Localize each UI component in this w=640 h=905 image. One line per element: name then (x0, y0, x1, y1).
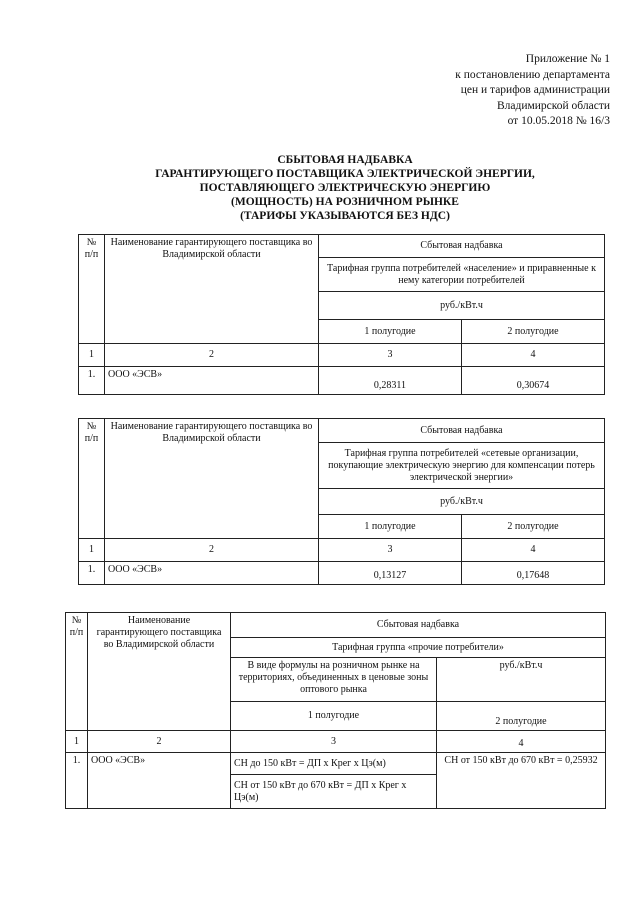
index-cell: 2 (105, 539, 319, 562)
index-cell: 4 (462, 344, 605, 367)
appendix-line: цен и тарифов администрации (460, 84, 610, 96)
half2-label: 2 полугодие (462, 320, 605, 344)
value-half2: 0,30674 (462, 367, 605, 395)
half1-label: 1 полугодие (319, 320, 462, 344)
tariff-group-label: Тарифная группа потребителей «население» и приравненные к нему категории потребителей (319, 258, 605, 292)
tariff-table-other (65, 612, 606, 809)
appendix-line: Приложение № 1 (525, 53, 610, 65)
col-header-name: Наименование гарантирующего поставщика во Владимирской области (105, 235, 319, 344)
unit-label: руб./кВт.ч (319, 292, 605, 320)
tariff-group-label: Тарифная группа «прочие потребители» (231, 638, 606, 658)
index-cell: 1 (79, 539, 105, 562)
unit-label: руб./кВт.ч (319, 489, 605, 515)
half1-label: 1 полугодие (231, 702, 437, 731)
title-line: СБЫТОВАЯ НАДБАВКА (277, 154, 413, 166)
appendix-block (400, 52, 610, 130)
value-half1: 0,28311 (319, 367, 462, 395)
index-cell: 3 (231, 731, 437, 753)
col-header-name: Наименование гарантирующего поставщика во Владимирской области (105, 419, 319, 539)
table-row (79, 562, 605, 585)
supplier-name: ООО «ЭСВ» (105, 562, 319, 585)
title-line: ГАРАНТИРУЮЩЕГО ПОСТАВЩИКА ЭЛЕКТРИЧЕСКОЙ ЭНЕРГИИ, (155, 168, 535, 180)
tariff-group-label: Тарифная группа потребителей «сетевые организации, покупающие электрическую энергию для компенсации потерь электрической энергии» (319, 443, 605, 489)
title-line: ПОСТАВЛЯЮЩЕГО ЭЛЕКТРИЧЕСКУЮ ЭНЕРГИЮ (199, 182, 491, 194)
index-cell: 2 (105, 344, 319, 367)
index-cell: 4 (462, 539, 605, 562)
appendix-line: к постановлению департамента (455, 68, 610, 81)
row-num: 1. (79, 367, 105, 395)
formula-up-to-150: СН до 150 кВт = ДП х Крег х Цэ(м) (231, 753, 437, 775)
supplier-name: ООО «ЭСВ» (105, 367, 319, 395)
index-cell: 4 (437, 731, 606, 753)
unit-label: руб./кВт.ч (437, 658, 606, 702)
title-line: (МОЩНОСТЬ) НА РОЗНИЧНОМ РЫНКЕ (231, 196, 459, 208)
appendix-line: Владимирской области (496, 99, 610, 112)
table-row (66, 753, 606, 775)
value-half1: 0,13127 (319, 562, 462, 585)
half1-label: 1 полугодие (319, 515, 462, 539)
document-title (100, 153, 590, 223)
index-cell: 2 (88, 731, 231, 753)
col-header-markup: Сбытовая надбавка (231, 613, 606, 638)
title-line: (ТАРИФЫ УКАЗЫВАЮТСЯ БЕЗ НДС) (240, 210, 450, 222)
index-cell: 3 (319, 539, 462, 562)
row-num: 1. (66, 753, 88, 809)
appendix-line: от 10.05.2018 № 16/3 (507, 115, 610, 127)
half2-label: 2 полугодие (462, 515, 605, 539)
col-header-markup: Сбытовая надбавка (319, 419, 605, 443)
col-header-num: № п/п (79, 235, 105, 344)
index-cell: 1 (66, 731, 88, 753)
col-header-num: № п/п (79, 419, 105, 539)
formula-header: В виде формулы на розничном рынке на территориях, объединенных в ценовые зоны оптового рынка (231, 658, 437, 702)
tariff-table-population (78, 234, 605, 395)
col-header-name: Наименование гарантирующего поставщика во Владимирской области (88, 613, 231, 731)
col-header-markup: Сбытовая надбавка (319, 235, 605, 258)
value-half2: СН от 150 кВт до 670 кВт = 0,25932 (437, 753, 606, 809)
half2-label: 2 полугодие (437, 702, 606, 731)
table-row (79, 367, 605, 395)
index-cell: 3 (319, 344, 462, 367)
col-header-num: № п/п (66, 613, 88, 731)
supplier-name: ООО «ЭСВ» (88, 753, 231, 809)
value-half2: 0,17648 (462, 562, 605, 585)
index-cell: 1 (79, 344, 105, 367)
row-num: 1. (79, 562, 105, 585)
formula-150-to-670: СН от 150 кВт до 670 кВт = ДП х Крег х Цэ(м) (231, 775, 437, 809)
tariff-table-network (78, 418, 605, 585)
